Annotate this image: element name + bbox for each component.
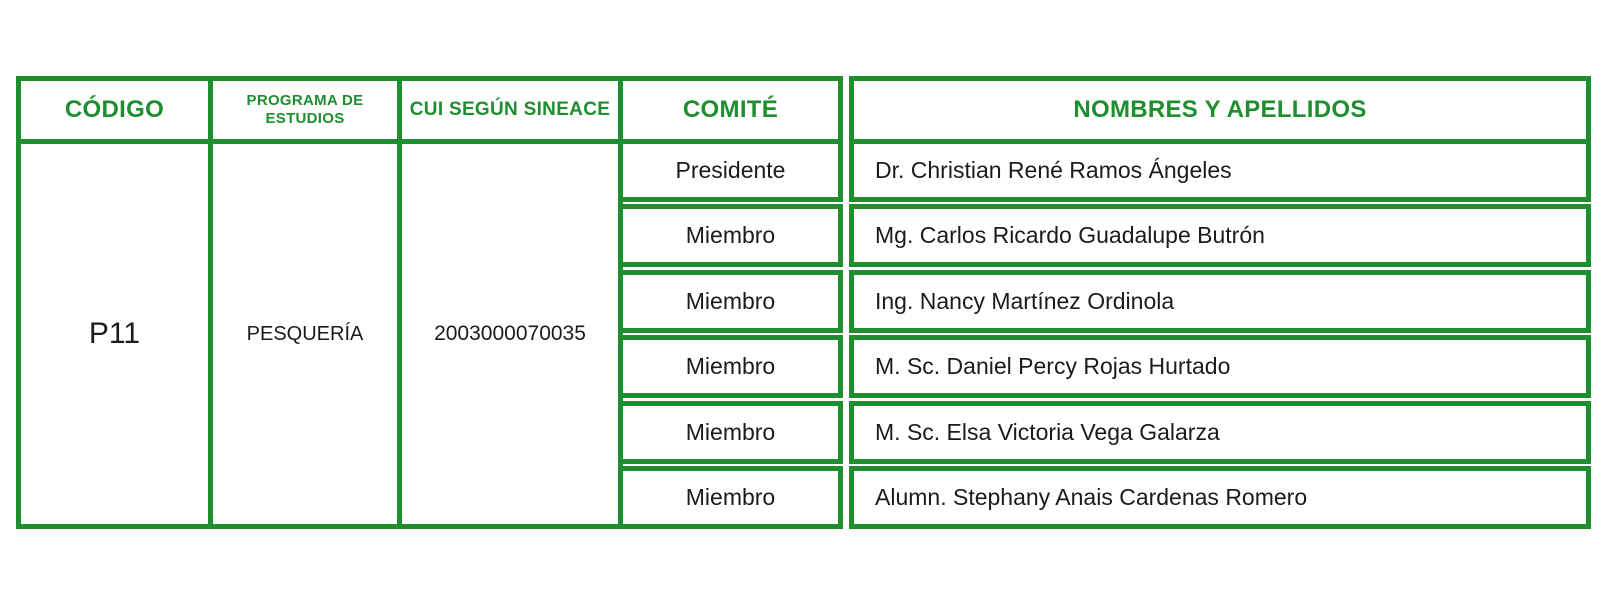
cell-codigo-value: P11 xyxy=(16,139,213,529)
table-row-role: Miembro xyxy=(618,335,843,398)
table-row-role: Miembro xyxy=(618,204,843,267)
cell-cui-value: 2003000070035 xyxy=(397,139,623,529)
table-row-role: Presidente xyxy=(618,139,843,202)
header-nombres-y-apellidos: NOMBRES Y APELLIDOS xyxy=(849,76,1591,144)
header-comite: COMITÉ xyxy=(618,76,843,144)
table-row-name: Mg. Carlos Ricardo Guadalupe Butrón xyxy=(849,204,1591,267)
table-row-name: Alumn. Stephany Anais Cardenas Romero xyxy=(849,466,1591,529)
header-programa-label: PROGRAMA DE ESTUDIOS xyxy=(246,92,364,127)
table-row-name: M. Sc. Daniel Percy Rojas Hurtado xyxy=(849,335,1591,398)
table-row-name: Dr. Christian René Ramos Ángeles xyxy=(849,139,1591,202)
table-row-role: Miembro xyxy=(618,270,843,333)
table-row-role: Miembro xyxy=(618,466,843,529)
table-row-role: Miembro xyxy=(618,401,843,464)
header-cui-segun-sineace: CUI SEGÚN SINEACE xyxy=(397,76,623,144)
table-row-name: M. Sc. Elsa Victoria Vega Galarza xyxy=(849,401,1591,464)
table-row-name: Ing. Nancy Martínez Ordinola xyxy=(849,270,1591,333)
header-programa-de-estudios xyxy=(208,76,402,144)
cell-programa-value: PESQUERÍA xyxy=(208,139,402,529)
header-codigo: CÓDIGO xyxy=(16,76,213,144)
